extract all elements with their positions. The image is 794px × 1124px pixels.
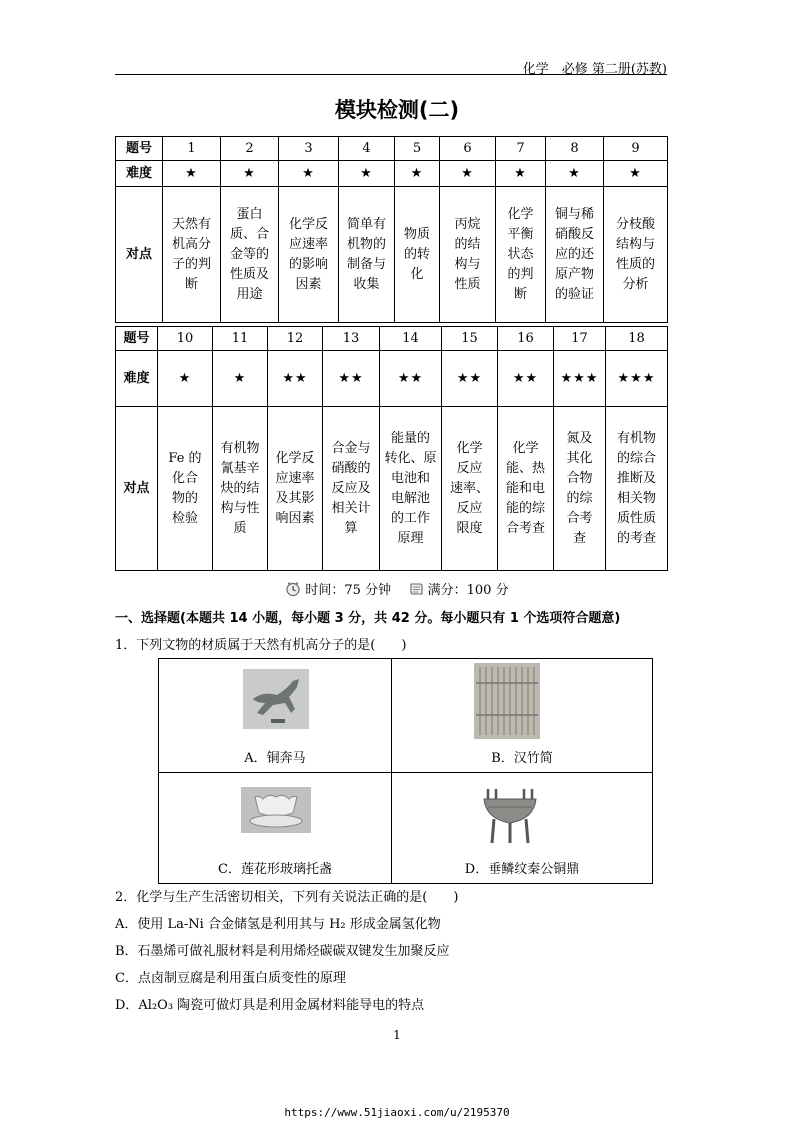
knowledge-point-cell xyxy=(323,407,380,571)
difficulty-stars: ★★ xyxy=(268,351,323,407)
knowledge-point-cell xyxy=(380,407,442,571)
knowledge-point-line: 性质及 xyxy=(229,266,269,282)
knowledge-point-line: 的工作 xyxy=(390,510,430,526)
knowledge-point-line: 原产物 xyxy=(554,266,594,282)
question-number-cell: 17 xyxy=(554,327,606,351)
knowledge-point-line: 限度 xyxy=(456,520,483,536)
row-knowledge-point xyxy=(116,187,668,323)
knowledge-point-cell xyxy=(604,187,668,323)
knowledge-point-line: 物的 xyxy=(171,490,198,506)
knowledge-point-line: 合金与 xyxy=(331,440,371,456)
knowledge-point-line: 构与 xyxy=(454,256,481,272)
knowledge-point-line: 用途 xyxy=(236,286,263,302)
question-number-cell: 11 xyxy=(213,327,268,351)
knowledge-point-line: 简单有 xyxy=(346,216,386,232)
source-url[interactable]: https://www.51jiaoxi.com/u/2195370 xyxy=(284,1106,510,1119)
label-question-number: 题号 xyxy=(116,137,163,161)
question-number-cell: 1 xyxy=(163,137,221,161)
knowledge-point-line: 有机物 xyxy=(616,430,656,446)
knowledge-point-line: 的验证 xyxy=(554,286,594,302)
knowledge-point-line: 算 xyxy=(344,520,358,536)
clock-icon xyxy=(285,581,301,597)
question-number-cell: 3 xyxy=(279,137,339,161)
scroll-icon xyxy=(408,581,424,597)
knowledge-point-cell xyxy=(279,187,339,323)
question-2-stem: 2．化学与生产生活密切相关，下列有关说法正确的是( ) xyxy=(115,890,459,905)
difficulty-table-1 xyxy=(115,136,668,323)
row-question-number xyxy=(116,327,668,351)
knowledge-point-line: 蛋白 xyxy=(236,206,263,222)
knowledge-point-line: 氰基辛 xyxy=(220,460,260,476)
difficulty-stars: ★ xyxy=(546,161,604,187)
knowledge-point-line: 性质的 xyxy=(615,256,655,272)
option-c-label: C．莲花形玻璃托盏 xyxy=(218,862,332,877)
knowledge-point-line: Fe 的 xyxy=(168,450,202,466)
question-number-cell: 10 xyxy=(158,327,213,351)
difficulty-stars: ★★ xyxy=(380,351,442,407)
knowledge-point-cell xyxy=(158,407,213,571)
bronze-horse-image xyxy=(243,669,309,729)
option-b-label: B．汉竹简 xyxy=(491,751,553,766)
row-question-number xyxy=(116,137,668,161)
knowledge-point-line: 应速率 xyxy=(275,470,315,486)
difficulty-table-2 xyxy=(115,326,668,571)
label-knowledge-point: 对点 xyxy=(116,407,158,571)
bronze-ding-image xyxy=(476,779,544,847)
page-title: 模块检测(二) xyxy=(334,98,460,122)
knowledge-point-line: 的综 xyxy=(566,490,593,506)
knowledge-point-line: 分枝酸 xyxy=(615,216,655,232)
knowledge-point-line: 能量的 xyxy=(390,430,430,446)
knowledge-point-line: 的考查 xyxy=(616,530,656,546)
knowledge-point-line: 响因素 xyxy=(275,510,315,526)
knowledge-point-line: 丙烷 xyxy=(454,216,481,232)
difficulty-stars: ★★ xyxy=(442,351,498,407)
option-d[interactable] xyxy=(391,772,653,884)
question-number-cell: 4 xyxy=(339,137,395,161)
knowledge-point-line: 状态 xyxy=(507,246,534,262)
question-number-cell: 5 xyxy=(395,137,440,161)
difficulty-stars: ★ xyxy=(221,161,279,187)
option-a-label: A．铜奔马 xyxy=(244,751,306,766)
difficulty-stars: ★ xyxy=(163,161,221,187)
question-number-cell: 6 xyxy=(440,137,496,161)
knowledge-point-line: 子的判 xyxy=(171,256,211,272)
row-difficulty xyxy=(116,351,668,407)
knowledge-point-cell xyxy=(221,187,279,323)
knowledge-point-line: 质性质 xyxy=(616,510,656,526)
knowledge-point-line: 因素 xyxy=(295,276,322,292)
question-1-options xyxy=(158,658,651,882)
knowledge-point-line: 的转 xyxy=(403,246,430,262)
knowledge-point-line: 分析 xyxy=(622,276,649,292)
knowledge-point-line: 制备与 xyxy=(346,256,386,272)
label-question-number: 题号 xyxy=(116,327,158,351)
knowledge-point-cell xyxy=(339,187,395,323)
question-number-cell: 2 xyxy=(221,137,279,161)
knowledge-point-line: 机高分 xyxy=(171,236,211,252)
knowledge-point-line: 能、热 xyxy=(505,460,545,476)
label-knowledge-point: 对点 xyxy=(116,187,163,323)
knowledge-point-line: 及其影 xyxy=(275,490,315,506)
exam-time: 时间：75 分钟 xyxy=(305,583,392,598)
knowledge-point-line: 断 xyxy=(184,276,198,292)
knowledge-point-line: 质、合 xyxy=(229,226,269,242)
difficulty-stars: ★★ xyxy=(498,351,554,407)
knowledge-point-line: 质 xyxy=(233,520,247,536)
difficulty-stars: ★★ xyxy=(323,351,380,407)
knowledge-point-line: 性质 xyxy=(454,276,481,292)
knowledge-point-line: 化学 xyxy=(456,440,483,456)
knowledge-point-line: 炔的结 xyxy=(220,480,260,496)
knowledge-point-cell xyxy=(554,407,606,571)
question-number-cell: 13 xyxy=(323,327,380,351)
knowledge-point-line: 断 xyxy=(513,286,527,302)
difficulty-stars: ★★★ xyxy=(554,351,606,407)
question-2-option-c: C．点卤制豆腐是利用蛋白质变性的原理 xyxy=(115,971,346,986)
question-number-cell: 8 xyxy=(546,137,604,161)
knowledge-point-line: 平衡 xyxy=(507,226,534,242)
knowledge-point-line: 的判 xyxy=(507,266,534,282)
exam-info xyxy=(0,579,794,598)
difficulty-stars: ★ xyxy=(339,161,395,187)
knowledge-point-line: 收集 xyxy=(353,276,380,292)
difficulty-stars: ★★★ xyxy=(606,351,668,407)
knowledge-point-line: 化学 xyxy=(507,206,534,222)
knowledge-point-cell xyxy=(268,407,323,571)
question-number-cell: 12 xyxy=(268,327,323,351)
knowledge-point-line: 化学反 xyxy=(288,216,328,232)
knowledge-point-line: 化合 xyxy=(171,470,198,486)
knowledge-point-line: 能和电 xyxy=(505,480,545,496)
knowledge-point-line: 有机物 xyxy=(220,440,260,456)
difficulty-stars: ★ xyxy=(158,351,213,407)
question-number-cell: 9 xyxy=(604,137,668,161)
knowledge-point-line: 的综合 xyxy=(616,450,656,466)
option-a[interactable] xyxy=(158,658,392,773)
knowledge-point-line: 转化、原 xyxy=(384,450,437,466)
question-number-cell: 16 xyxy=(498,327,554,351)
knowledge-point-line: 其化 xyxy=(566,450,593,466)
knowledge-point-line: 推断及 xyxy=(616,470,656,486)
knowledge-point-cell xyxy=(546,187,604,323)
knowledge-point-line: 电池和 xyxy=(390,470,430,486)
knowledge-point-cell xyxy=(496,187,546,323)
question-2-option-a: A．使用 La-Ni 合金储氢是利用其与 H₂ 形成金属氢化物 xyxy=(115,917,441,932)
knowledge-point-line: 电解池 xyxy=(390,490,430,506)
option-d-label: D．垂鳞纹秦公铜鼎 xyxy=(464,862,580,877)
difficulty-stars: ★ xyxy=(213,351,268,407)
knowledge-point-cell xyxy=(440,187,496,323)
knowledge-point-line: 合考查 xyxy=(505,520,545,536)
knowledge-point-line: 能的综 xyxy=(505,500,545,516)
knowledge-point-cell xyxy=(395,187,440,323)
knowledge-point-cell xyxy=(163,187,221,323)
difficulty-stars: ★ xyxy=(279,161,339,187)
knowledge-point-line: 速率、 xyxy=(449,480,489,496)
knowledge-point-line: 的结 xyxy=(454,236,481,252)
difficulty-stars: ★ xyxy=(395,161,440,187)
knowledge-point-cell xyxy=(606,407,668,571)
question-number-cell: 15 xyxy=(442,327,498,351)
knowledge-point-cell xyxy=(442,407,498,571)
knowledge-point-line: 合物 xyxy=(566,470,593,486)
row-knowledge-point xyxy=(116,407,668,571)
knowledge-point-line: 相关物 xyxy=(616,490,656,506)
knowledge-point-line: 硝酸反 xyxy=(554,226,594,242)
page-number: 1 xyxy=(393,1028,401,1042)
option-c[interactable] xyxy=(158,772,392,884)
question-number-cell: 7 xyxy=(496,137,546,161)
knowledge-point-line: 原理 xyxy=(397,530,424,546)
question-1-stem: 1．下列文物的材质属于天然有机高分子的是( ) xyxy=(115,638,407,653)
knowledge-point-line: 构与性 xyxy=(220,500,260,516)
row-difficulty xyxy=(116,161,668,187)
difficulty-stars: ★ xyxy=(604,161,668,187)
knowledge-point-line: 反应 xyxy=(456,460,483,476)
knowledge-point-line: 应速率 xyxy=(288,236,328,252)
glass-cup-image xyxy=(241,787,311,833)
knowledge-point-line: 反应 xyxy=(456,500,483,516)
option-b[interactable] xyxy=(391,658,653,773)
question-number-cell: 14 xyxy=(380,327,442,351)
knowledge-point-line: 查 xyxy=(572,530,586,546)
running-header: 化学 必修 第二册(苏教) xyxy=(522,62,667,77)
knowledge-point-line: 检验 xyxy=(171,510,198,526)
knowledge-point-line: 天然有 xyxy=(171,216,211,232)
bamboo-slips-image xyxy=(474,663,540,739)
knowledge-point-line: 化 xyxy=(410,266,424,282)
knowledge-point-line: 结构与 xyxy=(615,236,655,252)
knowledge-point-line: 化学反 xyxy=(275,450,315,466)
knowledge-point-line: 应的还 xyxy=(554,246,594,262)
knowledge-point-line: 硝酸的 xyxy=(331,460,371,476)
question-2-option-b: B．石墨烯可做礼服材料是利用烯烃碳碳双键发生加聚反应 xyxy=(115,944,450,959)
header-rule xyxy=(115,74,667,75)
knowledge-point-line: 化学 xyxy=(512,440,539,456)
knowledge-point-line: 铜与稀 xyxy=(554,206,594,222)
knowledge-point-line: 氮及 xyxy=(566,430,593,446)
label-difficulty: 难度 xyxy=(116,351,158,407)
exam-score: 满分：100 分 xyxy=(427,583,509,598)
knowledge-point-line: 物质 xyxy=(403,226,430,242)
knowledge-point-line: 合考 xyxy=(566,510,593,526)
knowledge-point-line: 反应及 xyxy=(331,480,371,496)
question-number-cell: 18 xyxy=(606,327,668,351)
question-2-option-d: D．Al₂O₃ 陶瓷可做灯具是利用金属材料能导电的特点 xyxy=(115,998,425,1013)
knowledge-point-line: 机物的 xyxy=(346,236,386,252)
knowledge-point-line: 的影响 xyxy=(288,256,328,272)
knowledge-point-cell xyxy=(498,407,554,571)
knowledge-point-cell xyxy=(213,407,268,571)
label-difficulty: 难度 xyxy=(116,161,163,187)
knowledge-point-line: 相关计 xyxy=(331,500,371,516)
difficulty-stars: ★ xyxy=(440,161,496,187)
difficulty-stars: ★ xyxy=(496,161,546,187)
section-heading: 一、选择题(本题共 14 小题，每小题 3 分，共 42 分。每小题只有 1 个选项符合题意) xyxy=(115,611,621,626)
knowledge-point-line: 金等的 xyxy=(229,246,269,262)
